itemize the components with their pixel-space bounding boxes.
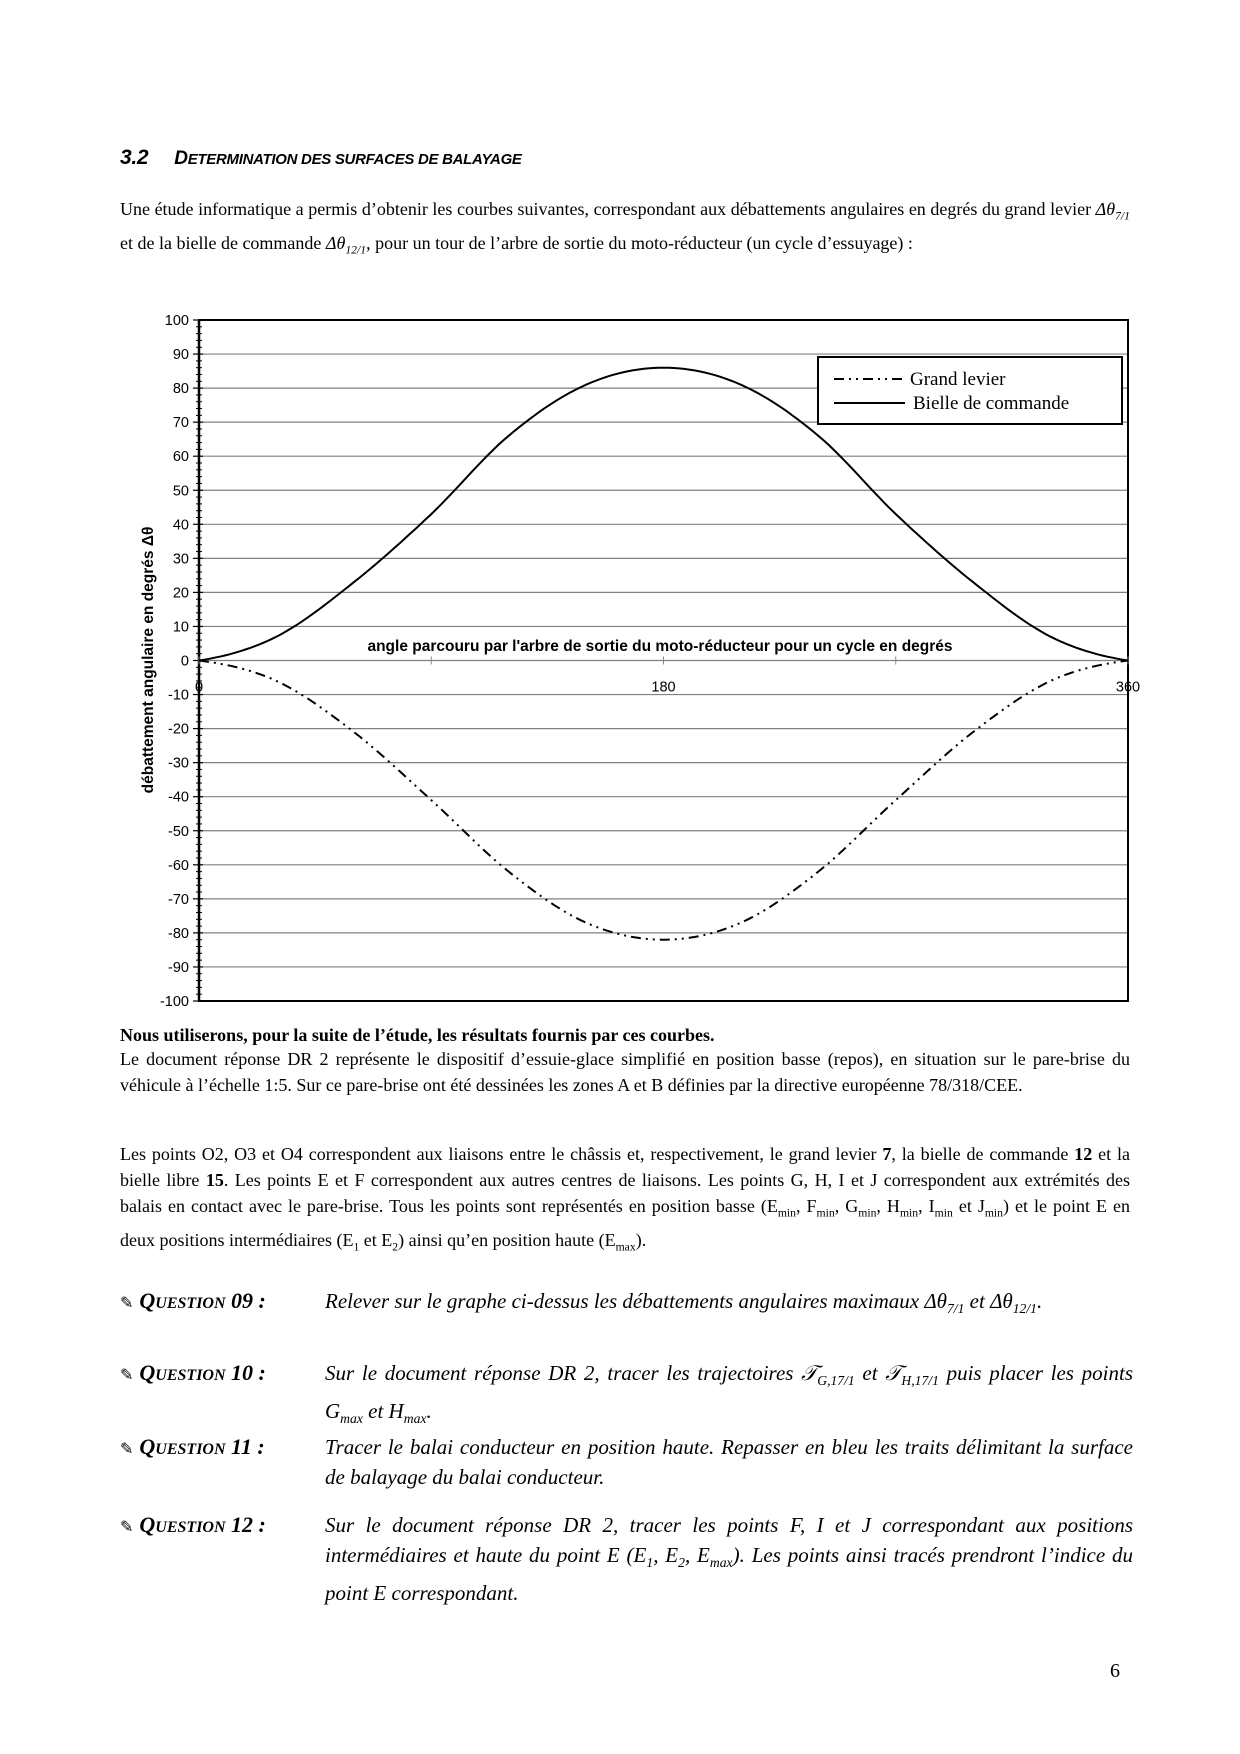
- x-axis-title: angle parcouru par l'arbre de sortie du moto-réducteur pour un cycle en degrés: [367, 638, 953, 655]
- y-tick-label: 20: [172, 585, 189, 602]
- x-tick-label: 360: [1115, 679, 1141, 696]
- y-tick-label: -30: [168, 755, 189, 772]
- y-axis-ticks: [160, 313, 203, 1010]
- y-tick-label: 80: [172, 381, 189, 398]
- y-tick-label: -100: [159, 994, 189, 1010]
- y-tick-label: 60: [172, 449, 189, 466]
- dr2-paragraph: Le document réponse DR 2 représente le dispositif d’essuie-glace simplifié en position basse (repos), en situation sur le pare-brise du véhicule à l’échelle 1:5. Sur ce pare-brise ont été dessinées les zones A et B définies par la directive européenne 78/318/CEE.: [120, 1049, 1130, 1095]
- conclusion-line: Nous utiliserons, pour la suite de l’étude, les résultats fournis par ces courbes.: [120, 1025, 715, 1045]
- pencil-icon: ✎: [120, 1295, 134, 1312]
- y-tick-label: -90: [168, 959, 189, 976]
- y-tick-label: 30: [172, 551, 189, 568]
- section-title: 3.2 DETERMINATION DES SURFACES DE BALAYAGE: [120, 146, 522, 169]
- x-tick-label: 180: [651, 679, 676, 696]
- question-label: ✎ QUESTION 09 :: [120, 1288, 266, 1313]
- y-tick-label: 100: [164, 313, 189, 329]
- y-tick-label: 0: [180, 653, 189, 670]
- section-number: 3.2: [120, 146, 149, 169]
- pencil-icon: ✎: [120, 1519, 134, 1536]
- y-tick-label: -40: [168, 789, 189, 806]
- y-tick-label: 40: [172, 517, 189, 534]
- y-axis-title: débattement angulaire en degrés Δθ: [140, 526, 157, 794]
- question-text: Sur le document réponse DR 2, tracer les trajectoires 𝒯$_{G,17/1}$ et 𝒯$_{H,17/1}$ puis placer les points $G_{max}$ et $H_{max}$.: [325, 1361, 1133, 1427]
- x-tick-label: 0: [194, 679, 204, 696]
- y-tick-label: 70: [172, 415, 189, 432]
- y-tick-label: -60: [168, 857, 189, 874]
- pencil-icon: ✎: [120, 1441, 134, 1458]
- legend-label-bielle-de-commande: Bielle de commande: [913, 393, 1070, 414]
- y-tick-label: 90: [172, 347, 189, 364]
- pencil-icon: ✎: [120, 1367, 134, 1384]
- page-number: 6: [1110, 1660, 1120, 1682]
- y-tick-label: -20: [168, 721, 189, 738]
- x-axis-ticks: [195, 657, 1140, 696]
- question-text: Tracer le balai conducteur en position haute. Repasser en bleu les traits délimitant la surface de balayage du balai conducteur.: [325, 1435, 1133, 1489]
- y-tick-label: -80: [168, 925, 189, 942]
- y-tick-label: -10: [168, 687, 189, 704]
- question-label: ✎ QUESTION 10 :: [120, 1360, 266, 1385]
- question-label: ✎ QUESTION 12 :: [120, 1512, 266, 1537]
- y-tick-label: -50: [168, 823, 189, 840]
- question-label: ✎ QUESTION 11 :: [120, 1434, 265, 1459]
- y-tick-label: 50: [172, 483, 189, 500]
- y-tick-label: -70: [168, 891, 189, 908]
- chart-legend: [818, 357, 1122, 424]
- question-text: Relever sur le graphe ci-dessus les débattements angulaires maximaux $\Delta\theta_{7/1}$ et $\Delta\theta_{12/1}$.: [325, 1289, 1043, 1317]
- series-grand-levier: [199, 661, 1128, 940]
- points-paragraph: Les points O2, O3 et O4 correspondent aux liaisons entre le châssis et, respectivement, le grand levier 7, la bielle de commande 12 et la bielle libre 15. Les points E et F correspondent aux autres centres de liaisons. Les points G, H, I et J correspondent aux extrémités des balais en contact avec le pare-brise. Tous les points sont représentés en position basse ($E_{min}$, $F_{min}$, $G_{min}$, $H_{min}$, $I_{min}$ et $J_{min}$) et le point E en deux positions intermédiaires ($E_1$ et $E_2$) ainsi qu’en position haute $(E_{max})$.: [120, 1144, 1131, 1254]
- intro-paragraph: Une étude informatique a permis d’obtenir les courbes suivantes, correspondant aux débattements angulaires en degrés du grand levier $\Delta\theta_{7/1}$ et de la bielle de commande $\Delta\theta_{12/1}$, pour un tour de l’arbre de sortie du moto-réducteur (un cycle d’essuyage) :: [120, 199, 1130, 257]
- y-tick-label: 10: [172, 619, 189, 636]
- question-text: Sur le document réponse DR 2, tracer les points F, I et J correspondant aux positions intermédiaires et haute du point E ($E_1$, $E_2$, $E_{max}$). Les points ainsi tracés prendront l’indice du point E correspondant.: [325, 1513, 1134, 1606]
- legend-label-grand-levier: Grand levier: [910, 369, 1006, 390]
